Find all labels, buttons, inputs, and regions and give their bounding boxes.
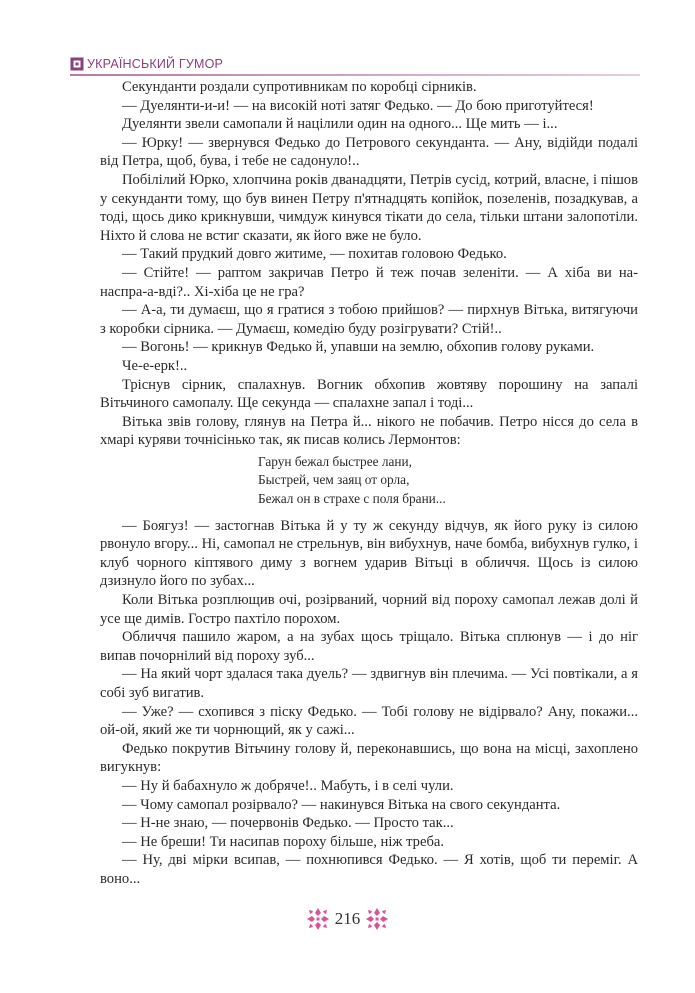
- paragraph: — Чому самопал розірвало? — накинувся Вітька на свого секунданта.: [122, 796, 561, 813]
- paragraph: — Стійте! — раптом закричав Петро й теж почав зеленіти. — А хіба ви на-наспра-а-вді?.. Хі-хіба це не гра?: [100, 264, 638, 300]
- paragraph: — Ну, дві мірки всипав, — похнюпився Федько. — Я хотів, щоб ти переміг. А воно...: [100, 852, 638, 887]
- paragraph: Дуелянти звели самопали й націлили один на одного... Ще мить — і...: [122, 116, 558, 133]
- paragraph: — Ну й бабахнуло ж добряче!.. Мабуть, і в селі чули.: [122, 777, 454, 794]
- paragraph: — На який чорт здалася така дуель? — здвигнув він плечима. — Усі повтікали, а я собі зуб вигатив.: [100, 666, 638, 701]
- paragraph: Вітька звів голову, глянув на Петра й... нікого не побачив. Петро нісся до села в хмарі куряви точнісінько так, як писав колись Лермонтов:: [100, 413, 638, 449]
- paragraph: — Уже? — схопився з піску Федько. — Тобі голову не відірвало? Ану, покажи... ой-ой, який же ти чорнющий, як у сажі...: [100, 703, 638, 739]
- paragraph: — Вогонь! — крикнув Федько й, упавши на землю, обхопив голову руками.: [122, 339, 595, 356]
- story-text: [100, 78, 638, 889]
- paragraph: Коли Вітька розплющив очі, розірваний, чорний від пороху самопал лежав долі й усе ще димів. Гостро пахтіло порохом.: [100, 592, 638, 627]
- paragraph: Че-е-ерк!..: [122, 357, 188, 374]
- paragraph: — Н-не знаю, — почервонів Федько. — Просто так...: [122, 815, 454, 832]
- section-header: [70, 55, 635, 73]
- paragraph: — Боягуз! — застогнав Вітька й у ту ж секунду відчув, як його руку із силою рвонуло вгору... Ні, самопал не стрельнув, він вибухнув, наче бомба, вибухнув гулко, і клуб чорного кіптявого диму з вогнем ударив Вітьці в обличчя. Щось із силою дзизнуло його по зубах...: [100, 517, 638, 590]
- floral-ornament-icon: [366, 908, 388, 930]
- paragraph: — А-а, ти думаєш, що я гратися з тобою прийшов? — пирхнув Вітька, витягуючи з коробки сірника. — Думаєш, комедію буду розігрувати? Стій!..: [100, 302, 638, 337]
- paragraph: Побілілий Юрко, хлопчина років дванадцяти, Петрів сусід, котрий, власне, і пішов у секунданти тому, що був винен Петру п'ятнадцять копійок, позеленів, позадкував, а тоді, щось дико крикнувши, чимдуж кинувся тікати до села, тільки штани залопотіли. Ніхто й слова не встиг сказати, як його вже не було.: [100, 171, 638, 244]
- paragraph: Секунданти роздали супротивникам по коробці сірників.: [122, 79, 477, 95]
- paragraph: Федько покрутив Вітьчину голову й, переконавшись, що вона на місці, захоплено вигукнув:: [100, 740, 638, 776]
- header-rule: [70, 74, 640, 76]
- page-number: 216: [334, 909, 361, 928]
- paragraph: Обличчя пашило жаром, а на зубах щось тріщало. Вітька сплюнув — і до ніг випав почорнілий від пороху зуб...: [100, 629, 638, 664]
- paragraph: — Не бреши! Ти насипав пороху більше, ніж треба.: [122, 833, 445, 850]
- poem-line: Бежал он в страхе с поля брани...: [258, 491, 446, 507]
- paragraph: — Такий прудкий довго житиме, — похитав головою Федько.: [122, 246, 507, 263]
- paragraph: — Дуелянти-и-и! — на високій ноті затяг Федько. — До бою приготуйтеся!: [122, 97, 594, 114]
- section-title: УКРАЇНСЬКИЙ ГУМОР: [87, 57, 224, 71]
- paragraph: — Юрку! — звернувся Федько до Петрового секунданта. — Ану, відійди подалі від Петра, щоб, бува, і тебе не садонуло!..: [100, 134, 638, 170]
- section-square-icon: [70, 57, 84, 71]
- poem-quote: [258, 453, 638, 509]
- poem-line: Быстрей, чем заяц от орла,: [258, 472, 410, 488]
- poem-line: Гарун бежал быстрее лани,: [258, 453, 412, 469]
- page-footer: [0, 906, 695, 932]
- floral-ornament-icon: [307, 908, 329, 930]
- paragraph: Тріснув сірник, спалахнув. Вогник обхопив жовтяву порошину на запалі Вітьчиного самопалу. Ще секунда — спалахне запал і тоді...: [100, 376, 638, 412]
